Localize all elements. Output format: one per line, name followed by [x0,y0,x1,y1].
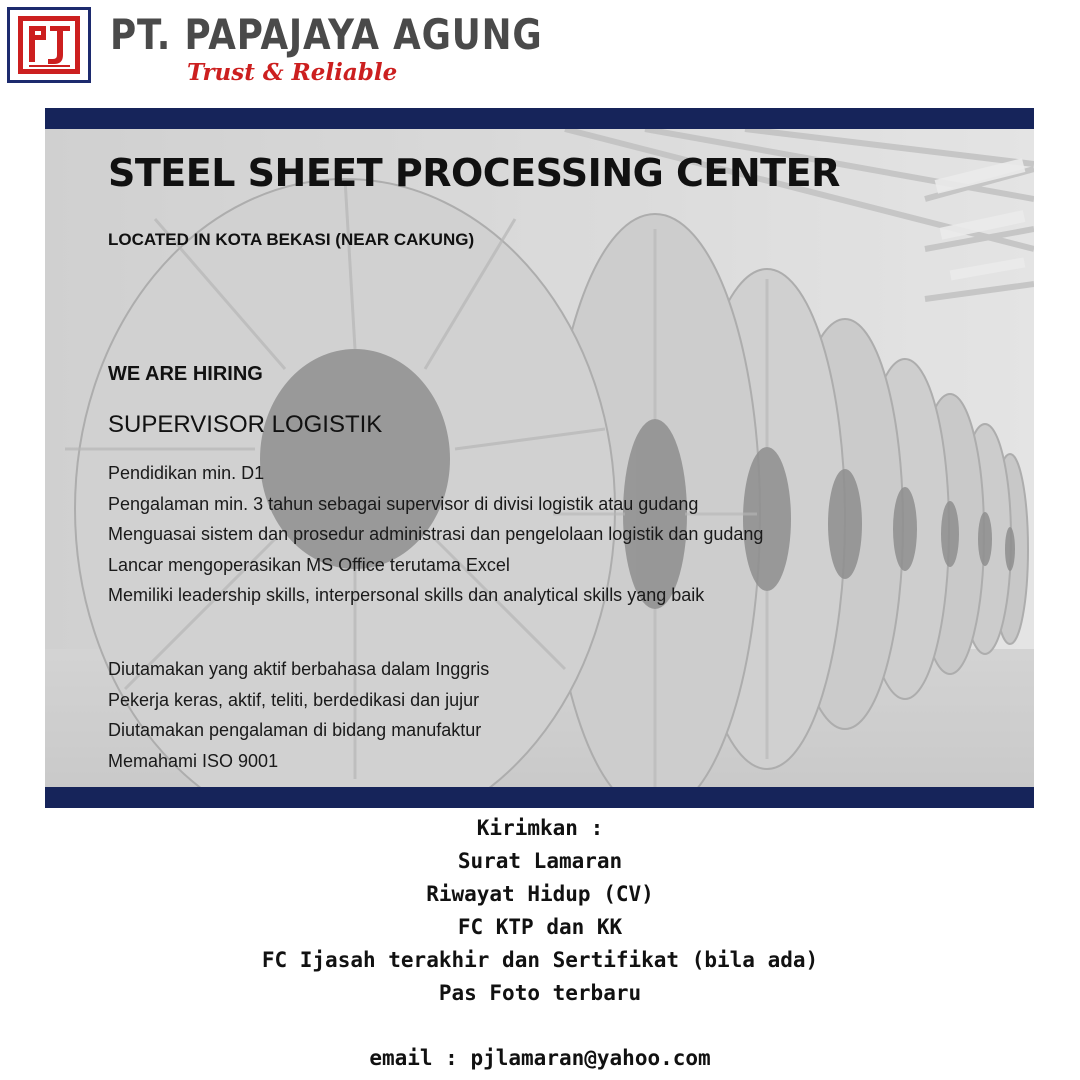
preference-item: Diutamakan pengalaman di bidang manufaktur [108,720,482,740]
company-logo [7,7,91,83]
company-tagline: Trust & Reliable [187,59,398,86]
contact-email: email : pjlamaran@yahoo.com [369,1046,711,1070]
requirement-item: Lancar mengoperasikan MS Office terutama Excel [108,554,510,575]
hiring-banner [45,108,1034,808]
required-documents-list [0,845,1080,1010]
requirements-list [108,458,763,611]
preference-item: Pekerja keras, aktif, teliti, berdedikasi dan jujur [108,689,480,710]
requirement-item: Menguasai sistem dan prosedur administrasi dan pengelolaan logistik dan gudang [108,524,764,544]
job-position-title: SUPERVISOR LOGISTIK [108,411,383,438]
document-item: FC Ijasah terakhir dan Sertifikat (bila ada) [261,948,819,972]
preference-item: Memahami ISO 9001 [108,750,279,771]
poster-headline: STEEL SHEET PROCESSING CENTER [108,151,840,195]
document-item: Pas Foto terbaru [438,981,642,1005]
document-item: FC KTP dan KK [457,915,623,939]
preferences-list [108,654,489,776]
job-location: LOCATED IN KOTA BEKASI (NEAR CAKUNG) [108,230,475,249]
requirement-item: Memiliki leadership skills, interpersonal skills dan analytical skills yang baik [108,585,705,605]
application-instructions [0,810,1080,1075]
document-item: Surat Lamaran [457,849,623,873]
send-documents-title: Kirimkan : [476,816,604,840]
hiring-label: WE ARE HIRING [108,363,263,385]
company-name: PT. PAPAJAYA AGUNG [110,10,543,59]
requirement-item: Pengalaman min. 3 tahun sebagai supervisor di divisi logistik atau gudang [108,493,699,514]
banner-top-bar [45,108,1034,129]
logo-mark-icon [10,10,88,80]
banner-bottom-bar [45,787,1034,808]
requirement-item: Pendidikan min. D1 [108,463,265,483]
document-item: Riwayat Hidup (CV) [426,882,654,906]
preference-item: Diutamakan yang aktif berbahasa dalam Inggris [108,659,490,679]
